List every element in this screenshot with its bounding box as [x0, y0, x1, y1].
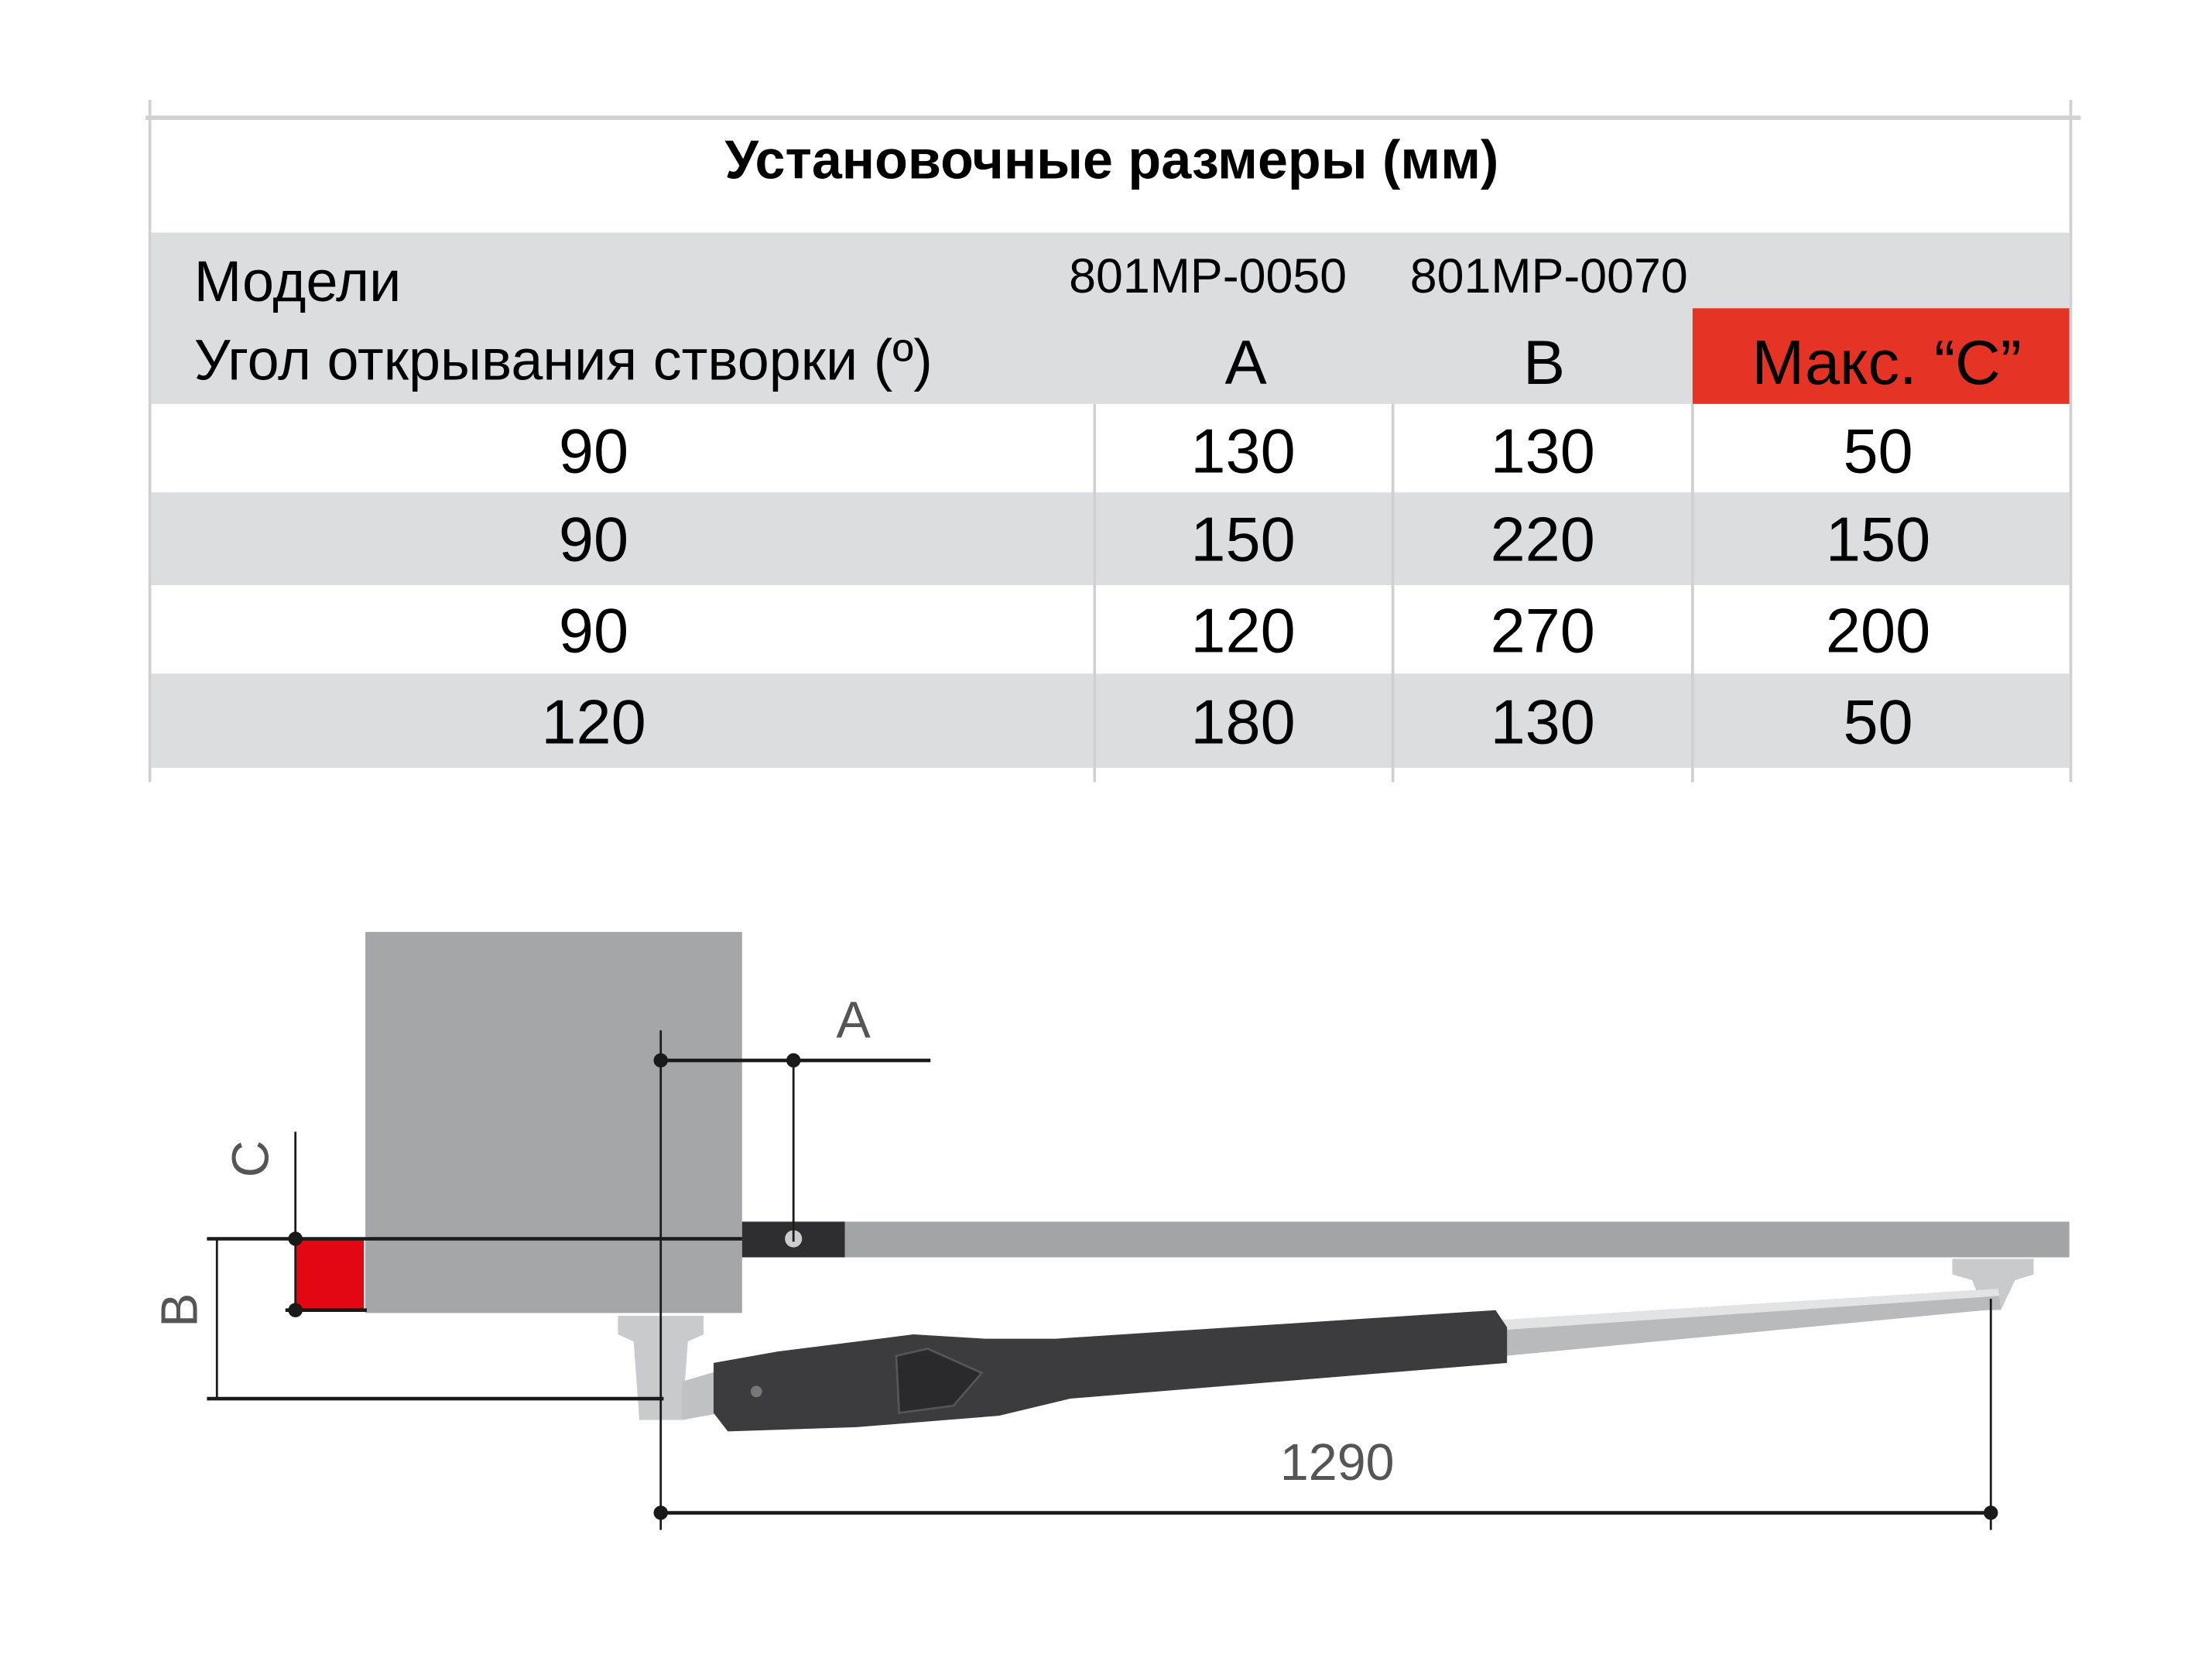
table-title: Установочные размеры (мм)	[724, 131, 1499, 192]
c-cell: 50	[1843, 416, 1913, 487]
actuator-body	[714, 1310, 1507, 1432]
label-c: C	[222, 1140, 280, 1178]
b-cell: 220	[1490, 505, 1595, 576]
a-cell: 120	[1190, 596, 1296, 667]
b-cell: 270	[1490, 596, 1595, 667]
length-label: 1290	[1279, 1434, 1395, 1492]
angle-label: Угол открывания створки (º)	[193, 329, 933, 393]
c-cell: 200	[1825, 596, 1931, 667]
a-cell: 180	[1190, 687, 1296, 759]
angle-cell: 90	[558, 596, 629, 667]
model-0070: 801MP-0070	[1409, 249, 1688, 304]
angle-cell: 120	[541, 687, 646, 759]
b-cell: 130	[1490, 416, 1595, 487]
model-0050: 801MP-0050	[1069, 249, 1347, 304]
c-cell: 50	[1843, 687, 1913, 759]
gate-leaf	[845, 1221, 2070, 1257]
c-marker	[296, 1239, 365, 1310]
models-label: Модели	[193, 251, 402, 314]
column-header-max-c: Макс. “C”	[1751, 328, 2022, 399]
screw	[751, 1385, 762, 1397]
label-b: B	[151, 1293, 209, 1327]
c-cell: 150	[1825, 505, 1931, 576]
a-cell: 150	[1190, 505, 1296, 576]
a-cell: 130	[1190, 416, 1296, 487]
pillar	[365, 932, 742, 1313]
label-a: A	[836, 991, 871, 1050]
column-header-a: A	[1224, 328, 1267, 399]
angle-cell: 90	[558, 416, 629, 487]
b-cell: 130	[1490, 687, 1595, 759]
angle-cell: 90	[558, 505, 629, 576]
column-header-b: B	[1523, 328, 1566, 399]
